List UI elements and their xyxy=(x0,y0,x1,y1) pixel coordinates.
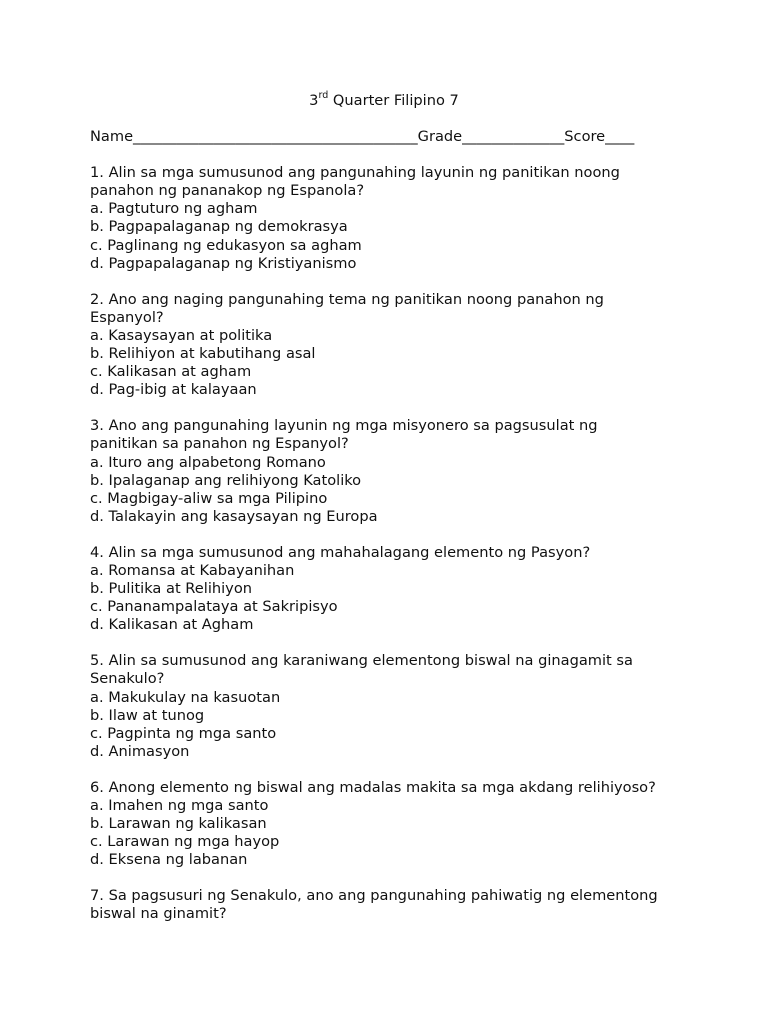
question-text-line: 6. Anong elemento ng biswal ang madalas makita sa mga akdang relihiyoso? xyxy=(90,778,656,796)
question-text-line: 5. Alin sa sumusunod ang karaniwang elementong biswal na ginagamit sa xyxy=(90,652,633,670)
choice-d: d. Pagpapalaganap ng Kristiyanismo xyxy=(90,254,357,272)
choice-a: a. Kasaysayan at politika xyxy=(90,326,273,344)
choice-a: a. Pagtuturo ng agham xyxy=(90,200,258,218)
choice-c: c. Pananampalataya at Sakripisyo xyxy=(90,598,338,616)
question-text-line: 4. Alin sa mga sumusunod ang mahahalagang elemento ng Pasyon? xyxy=(90,543,591,561)
quiz-page xyxy=(90,92,690,942)
choice-a: a. Romansa at Kabayanihan xyxy=(90,561,295,579)
title-ordinal-number: 3 xyxy=(309,92,319,109)
question-text xyxy=(90,779,690,797)
choice-b: b. Ipalaganap ang relihiyong Katoliko xyxy=(90,471,362,489)
choice-b: b. Pulitika at Relihiyon xyxy=(90,580,252,598)
question-text-line: Espanyol? xyxy=(90,308,164,326)
choice-a: a. Ituro ang alpabetong Romano xyxy=(90,453,326,471)
title-text: Quarter Filipino 7 xyxy=(328,92,459,109)
choice-c: c. Kalikasan at agham xyxy=(90,363,252,381)
choice-c: c. Magbigay-aliw sa mga Pilipino xyxy=(90,489,328,507)
choice-c: c. Larawan ng mga hayop xyxy=(90,833,280,851)
choice-d: d. Talakayin ang kasaysayan ng Europa xyxy=(90,507,378,525)
question-text-line: 7. Sa pagsusuri ng Senakulo, ano ang pangunahing pahiwatig ng elementong xyxy=(90,887,658,905)
question-text-line: biswal na ginamit? xyxy=(90,905,227,923)
question-text-line: Senakulo? xyxy=(90,670,165,688)
choice-d: d. Animasyon xyxy=(90,742,190,760)
question-text-line: panitikan sa panahon ng Espanyol? xyxy=(90,435,349,453)
question-text-line: 3. Ano ang pangunahing layunin ng mga misyonero sa pagsusulat ng xyxy=(90,417,598,435)
choice-b: b. Ilaw at tunog xyxy=(90,706,205,724)
question-1 xyxy=(90,164,690,273)
choice-b: b. Relihiyon at kabutihang asal xyxy=(90,345,316,363)
question-2 xyxy=(90,291,690,400)
question-text xyxy=(90,652,690,688)
question-text-line: 1. Alin sa mga sumusunod ang pangunahing layunin ng panitikan noong xyxy=(90,164,620,182)
question-7 xyxy=(90,887,690,923)
choice-b: b. Pagpapalaganap ng demokrasya xyxy=(90,218,348,236)
choice-c: c. Paglinang ng edukasyon sa agham xyxy=(90,236,362,254)
choice-b: b. Larawan ng kalikasan xyxy=(90,815,267,833)
question-text xyxy=(90,291,690,327)
name-grade-score-line: Name_______________________________________Grade______________Score____ xyxy=(90,128,635,146)
choice-a: a. Makukulay na kasuotan xyxy=(90,688,281,706)
page-title xyxy=(90,92,678,110)
question-3 xyxy=(90,417,690,526)
question-text-line: 2. Ano ang naging pangunahing tema ng panitikan noong panahon ng xyxy=(90,290,604,308)
choice-d: d. Pag-ibig at kalayaan xyxy=(90,381,257,399)
choice-d: d. Eksena ng labanan xyxy=(90,851,248,869)
question-6 xyxy=(90,779,690,869)
choice-a: a. Imahen ng mga santo xyxy=(90,797,269,814)
choice-d: d. Kalikasan at Agham xyxy=(90,616,254,634)
choice-c: c. Pagpinta ng mga santo xyxy=(90,724,277,742)
question-text xyxy=(90,417,690,453)
question-5 xyxy=(90,652,690,761)
title-ordinal-suffix: rd xyxy=(318,90,329,102)
question-4 xyxy=(90,544,690,634)
question-text xyxy=(90,164,690,200)
question-text xyxy=(90,544,690,562)
question-text-line: panahon ng pananakop ng Espanola? xyxy=(90,182,365,200)
question-text xyxy=(90,887,690,923)
